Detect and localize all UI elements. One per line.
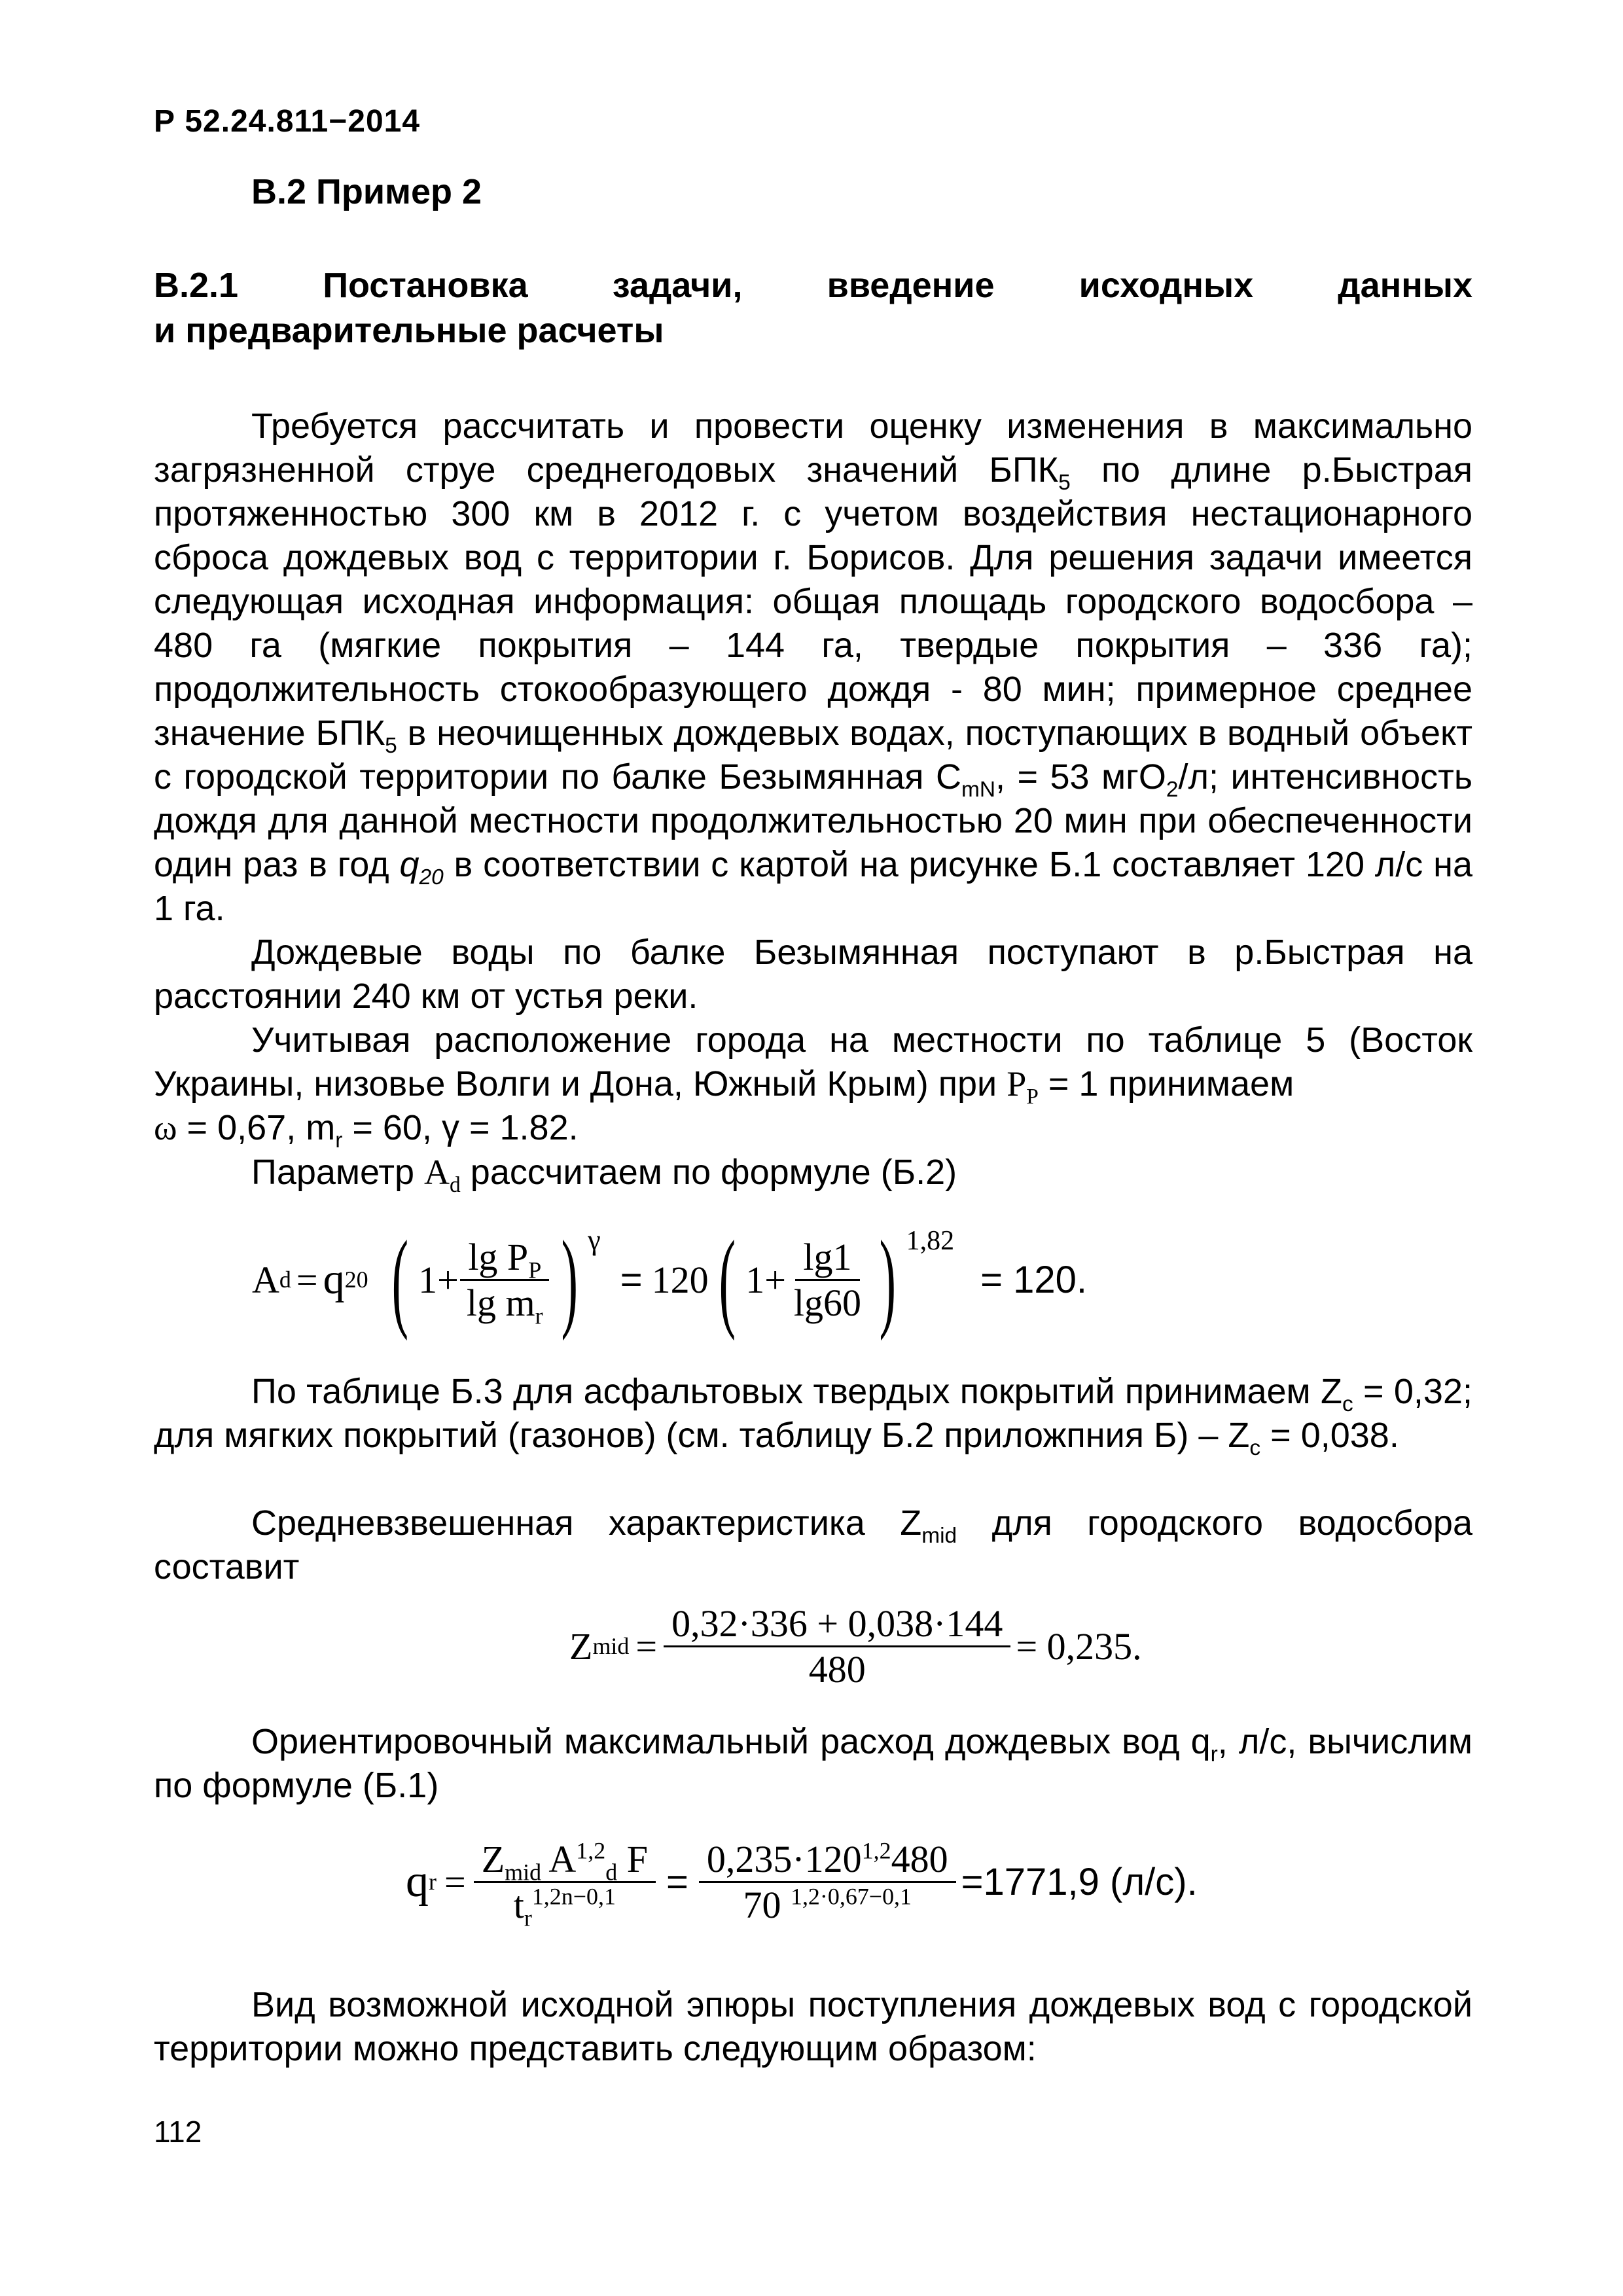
section-title: В.2 Пример 2	[251, 172, 482, 211]
page-number: 112	[154, 2115, 202, 2149]
paragraph-qr: Ориентировочный максимальный расход дождевых вод $q_r$, л/с, вычислим по формуле (Б.1)	[154, 1722, 1473, 1805]
formula-qr: q r = $\frac{Z_{mid} A^{1,2}_d F}{t_r^{1,2n-0,1}}$ = $\frac{0,235\cdot 120^{1,2}480}{70 ^{1,2\cdot 0,67-0,1}}$ =1771,9 (л/с).	[406, 1837, 1198, 1931]
formula-ad: A d = q 20 ( 1+ $\frac{\lg P_P}{\lg m_r}$ ) $^\gamma$ = 120 ( 1+ $\frac{\lg 1}{\lg 60}$ ) $^{1,82}$ = 120.	[252, 1218, 1088, 1341]
document-code: Р 52.24.811−2014	[154, 104, 421, 139]
subsection-title-line2: и предварительные расчеты	[154, 311, 664, 350]
paragraph-discharge-location: Дождевые воды по балке Безымянная поступают в р.Быстрая на расстоянии 240 км от устья реки.	[154, 933, 1472, 1016]
formula-zmid: Z mid = $\frac{0,32\cdot 336 + 0,038\cdot 144}{480}$ = 0,235 .	[569, 1602, 1142, 1691]
paragraph-zc-values: По таблице Б.3 для асфальтовых твердых покрытий принимаем $Z_c = 0,32$; для мягких покрытий (газонов) (см. таблицу Б.2 приложпния $Б) - Z_c = 0,038$.	[154, 1372, 1472, 1460]
subsection-title-line1: В.2.1 Постановка задачи, введение исходных данных	[154, 266, 1472, 305]
paragraph-task: Требуется рассчитать и провести оценку изменения в максимально загрязненной струе среднегодовых значений $БПК_5$ по длине р.Быстрая протяженностью 300 км в 2012 г. с учетом воздействия нестационарного сброса дождевых вод с территории г. Борисов. Для решения задачи имеется следующая исходная информация: общая площадь городского водосбора – 480 га (мягкие покрытия – 144 га, твердые покрытия – 336 га); продолжительность стокообразующего дождя - 80 мин; примерное среднее значение $БПК_5$ в неочищенных дождевых водах, поступающих в водный объект с городской территории по балке Безымянная $С_{mN}$, = 53 мгО$_2$/л; интенсивность дождя для данной местности продолжительностью 20 мин при обеспеченности один раз в год $q_{20}$ в соответствии с картой на рисунке Б.1 составляет 120 л/с на 1 га.	[154, 406, 1473, 928]
paragraph-zmid: Средневзвешенная характеристика $Z_{mid}$ для городского водосбора составит	[154, 1503, 1472, 1587]
paragraph-table5: Учитывая расположение города на местности по таблице 5 (Восток Украины, низовье Волги и Дона, Южный Крым) при $P_P = 1$ принимаем ω = 0,67, $m_r = 60$, γ = 1.82.	[154, 1020, 1472, 1153]
paragraph-epure: Вид возможной исходной эпюры поступления дождевых вод с городской территории можно представить следующим образом:	[154, 1985, 1472, 2068]
paragraph-ad-param: Параметр $A_d$ рассчитаем по формуле (Б.2)	[251, 1153, 957, 1197]
